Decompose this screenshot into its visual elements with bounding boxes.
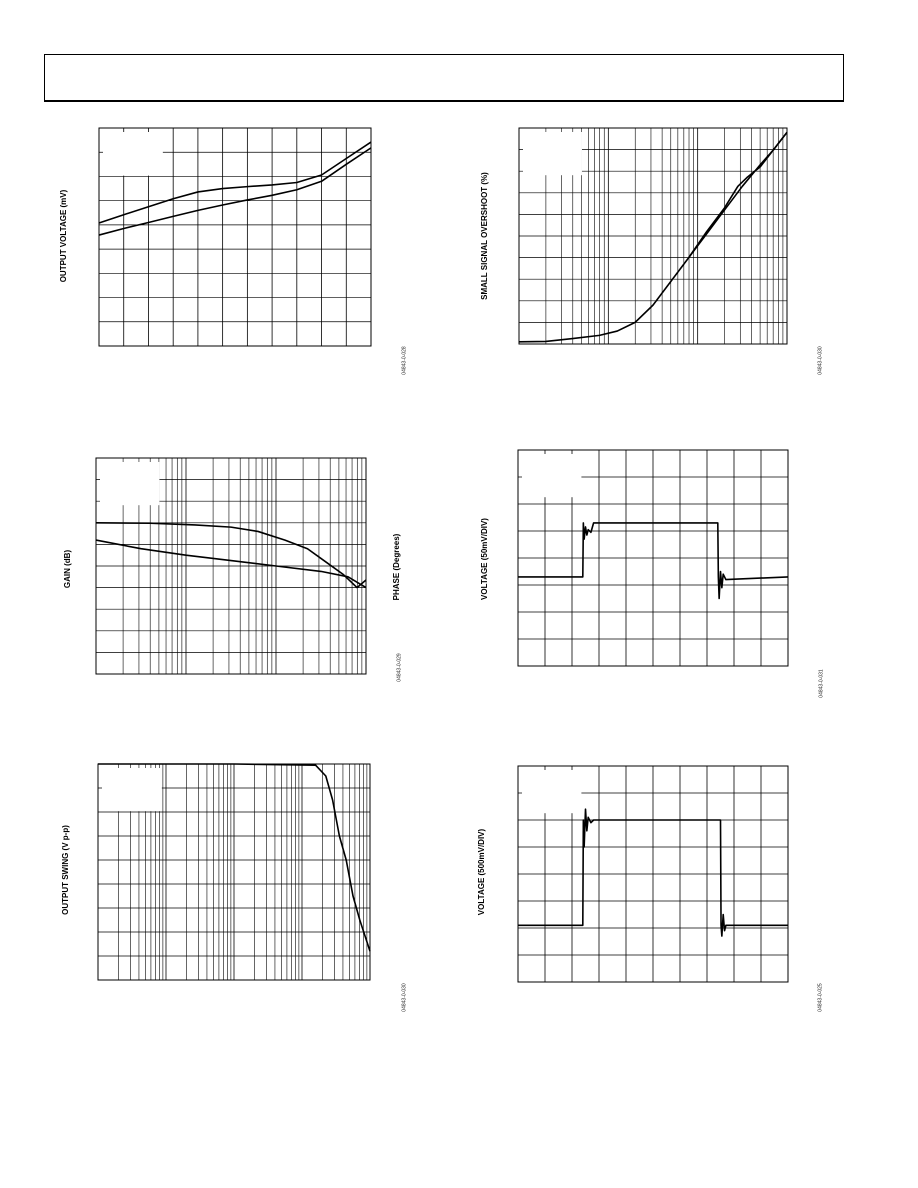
chart3-ylabel: GAIN (dB) bbox=[63, 549, 72, 589]
chart4-plot bbox=[518, 450, 788, 666]
chart3-series-2 bbox=[96, 540, 366, 588]
chart2-code: 04843-0-030 bbox=[817, 346, 824, 375]
page-header-box bbox=[44, 54, 844, 102]
chart3-code: 04843-0-029 bbox=[396, 653, 403, 682]
chart6-code: 04843-0-025 bbox=[817, 983, 824, 1012]
chart4-legend-area bbox=[522, 454, 581, 497]
chart5-code: 04843-0-030 bbox=[401, 983, 408, 1012]
chart1-plot bbox=[99, 128, 371, 346]
chart3-legend-area bbox=[100, 462, 159, 505]
chart6-legend-area bbox=[522, 770, 581, 813]
chart4-ylabel: VOLTAGE (50mV/DIV) bbox=[480, 518, 489, 600]
chart2-ylabel: SMALL SIGNAL OVERSHOOT (%) bbox=[480, 172, 489, 300]
chart2-legend-area bbox=[523, 132, 582, 175]
chart1-code: 04843-0-028 bbox=[401, 346, 408, 375]
chart6-plot bbox=[518, 766, 788, 982]
chart5-legend-area bbox=[102, 768, 162, 811]
chart4-code: 04843-0-031 bbox=[818, 669, 825, 698]
chart2-plot bbox=[519, 128, 787, 344]
chart6-ylabel: VOLTAGE (500mV/DIV) bbox=[477, 828, 486, 916]
chart1-ylabel: OUTPUT VOLTAGE (mV) bbox=[59, 189, 68, 283]
chart3-plot bbox=[96, 458, 366, 674]
chart5-plot bbox=[98, 764, 370, 980]
chart3-series-1 bbox=[96, 523, 366, 588]
chart5-ylabel: OUTPUT SWING (V p-p) bbox=[61, 825, 70, 915]
chart1-legend-area bbox=[103, 132, 163, 176]
chart3-ylabel2: PHASE (Degrees) bbox=[392, 533, 401, 601]
